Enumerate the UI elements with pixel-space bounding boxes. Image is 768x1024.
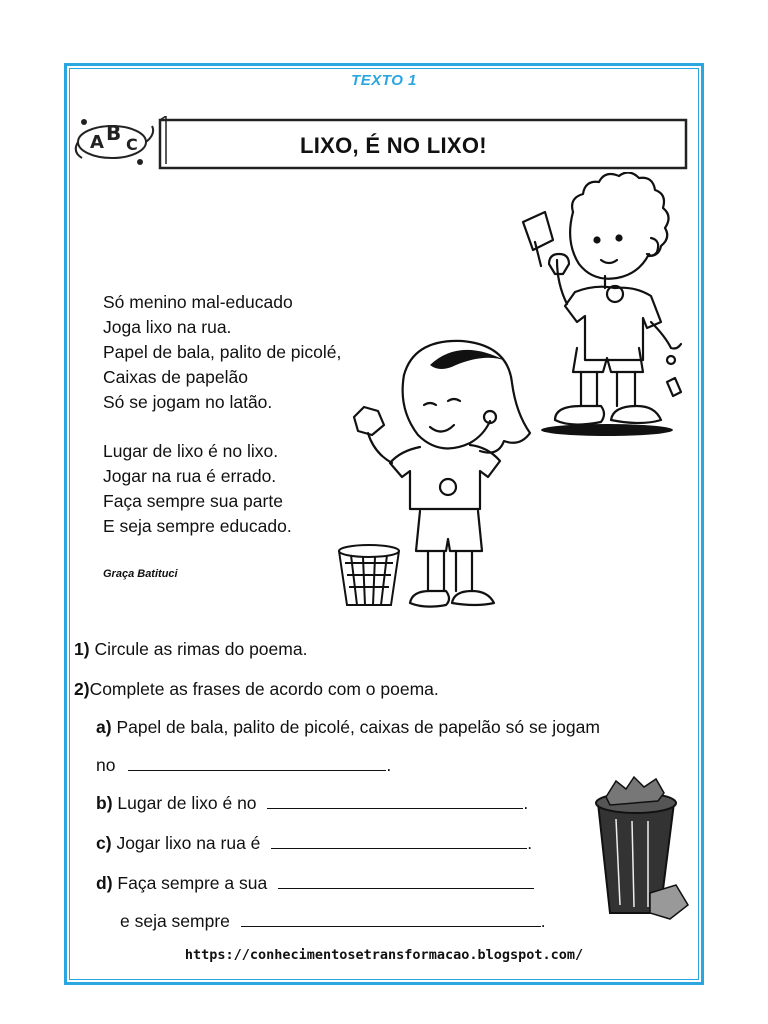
boy-eating-popsicle-illustration [515,172,690,440]
item-end: . [540,911,546,931]
answer-line[interactable] [128,756,386,771]
poem-line: Lugar de lixo é no lixo. [103,441,279,461]
item-letter: d) [96,873,113,893]
item-end: . [523,793,529,813]
text-number-label: TEXTO 1 [351,72,417,89]
poem-line: Papel de bala, palito de picolé, [103,342,342,362]
poem-author: Graça Batituci [103,568,178,580]
poem-stanza-2 [103,439,341,539]
item-text: Papel de bala, palito de picolé, caixas de papelão só se jogam [116,717,600,737]
poem [103,290,341,563]
item-d [96,873,534,894]
item-text: Lugar de lixo é no [117,793,257,813]
item-b [96,793,528,814]
poem-line: Joga lixo na rua. [103,317,232,337]
poem-line: Só menino mal-educado [103,292,293,312]
question-number: 2) [74,679,90,699]
source-url[interactable]: https://conhecimentosetransformacao.blogspot.com/ [184,947,584,963]
page-title: LIXO, É NO LIXO! [300,133,487,158]
answer-line[interactable] [271,834,527,849]
item-letter: a) [96,717,112,737]
poem-stanza-1 [103,290,341,415]
item-d-continuation [120,911,546,932]
question-text: Circule as rimas do poema. [94,639,308,659]
answer-line[interactable] [278,874,534,889]
trash-can-icon [580,775,692,925]
svg-text:C: C [126,135,138,154]
item-text: e seja sempre [120,911,230,931]
answer-line[interactable] [241,912,541,927]
item-text: Faça sempre a sua [117,873,268,893]
poem-line: Jogar na rua é errado. [103,466,277,486]
item-letter: b) [96,793,113,813]
item-end: . [527,833,533,853]
item-a-continuation [96,755,391,776]
answer-line[interactable] [267,794,523,809]
item-c [96,833,532,854]
abc-logo-icon [72,112,158,170]
svg-text:B: B [106,121,122,145]
item-end: . [386,755,392,775]
item-letter: c) [96,833,112,853]
question-2 [74,679,439,700]
question-text: Complete as frases de acordo com o poema. [89,679,439,699]
item-a [96,717,600,738]
wastebasket-icon [335,543,403,611]
item-text: no [96,755,116,775]
question-number: 1) [74,639,90,659]
poem-line: Faça sempre sua parte [103,491,283,511]
question-1 [74,639,307,660]
poem-line: Só se jogam no latão. [103,392,273,412]
svg-text:A: A [90,132,104,153]
item-text: Jogar lixo na rua é [116,833,261,853]
poem-line: E seja sempre educado. [103,516,292,536]
poem-line: Caixas de papelão [103,367,248,387]
